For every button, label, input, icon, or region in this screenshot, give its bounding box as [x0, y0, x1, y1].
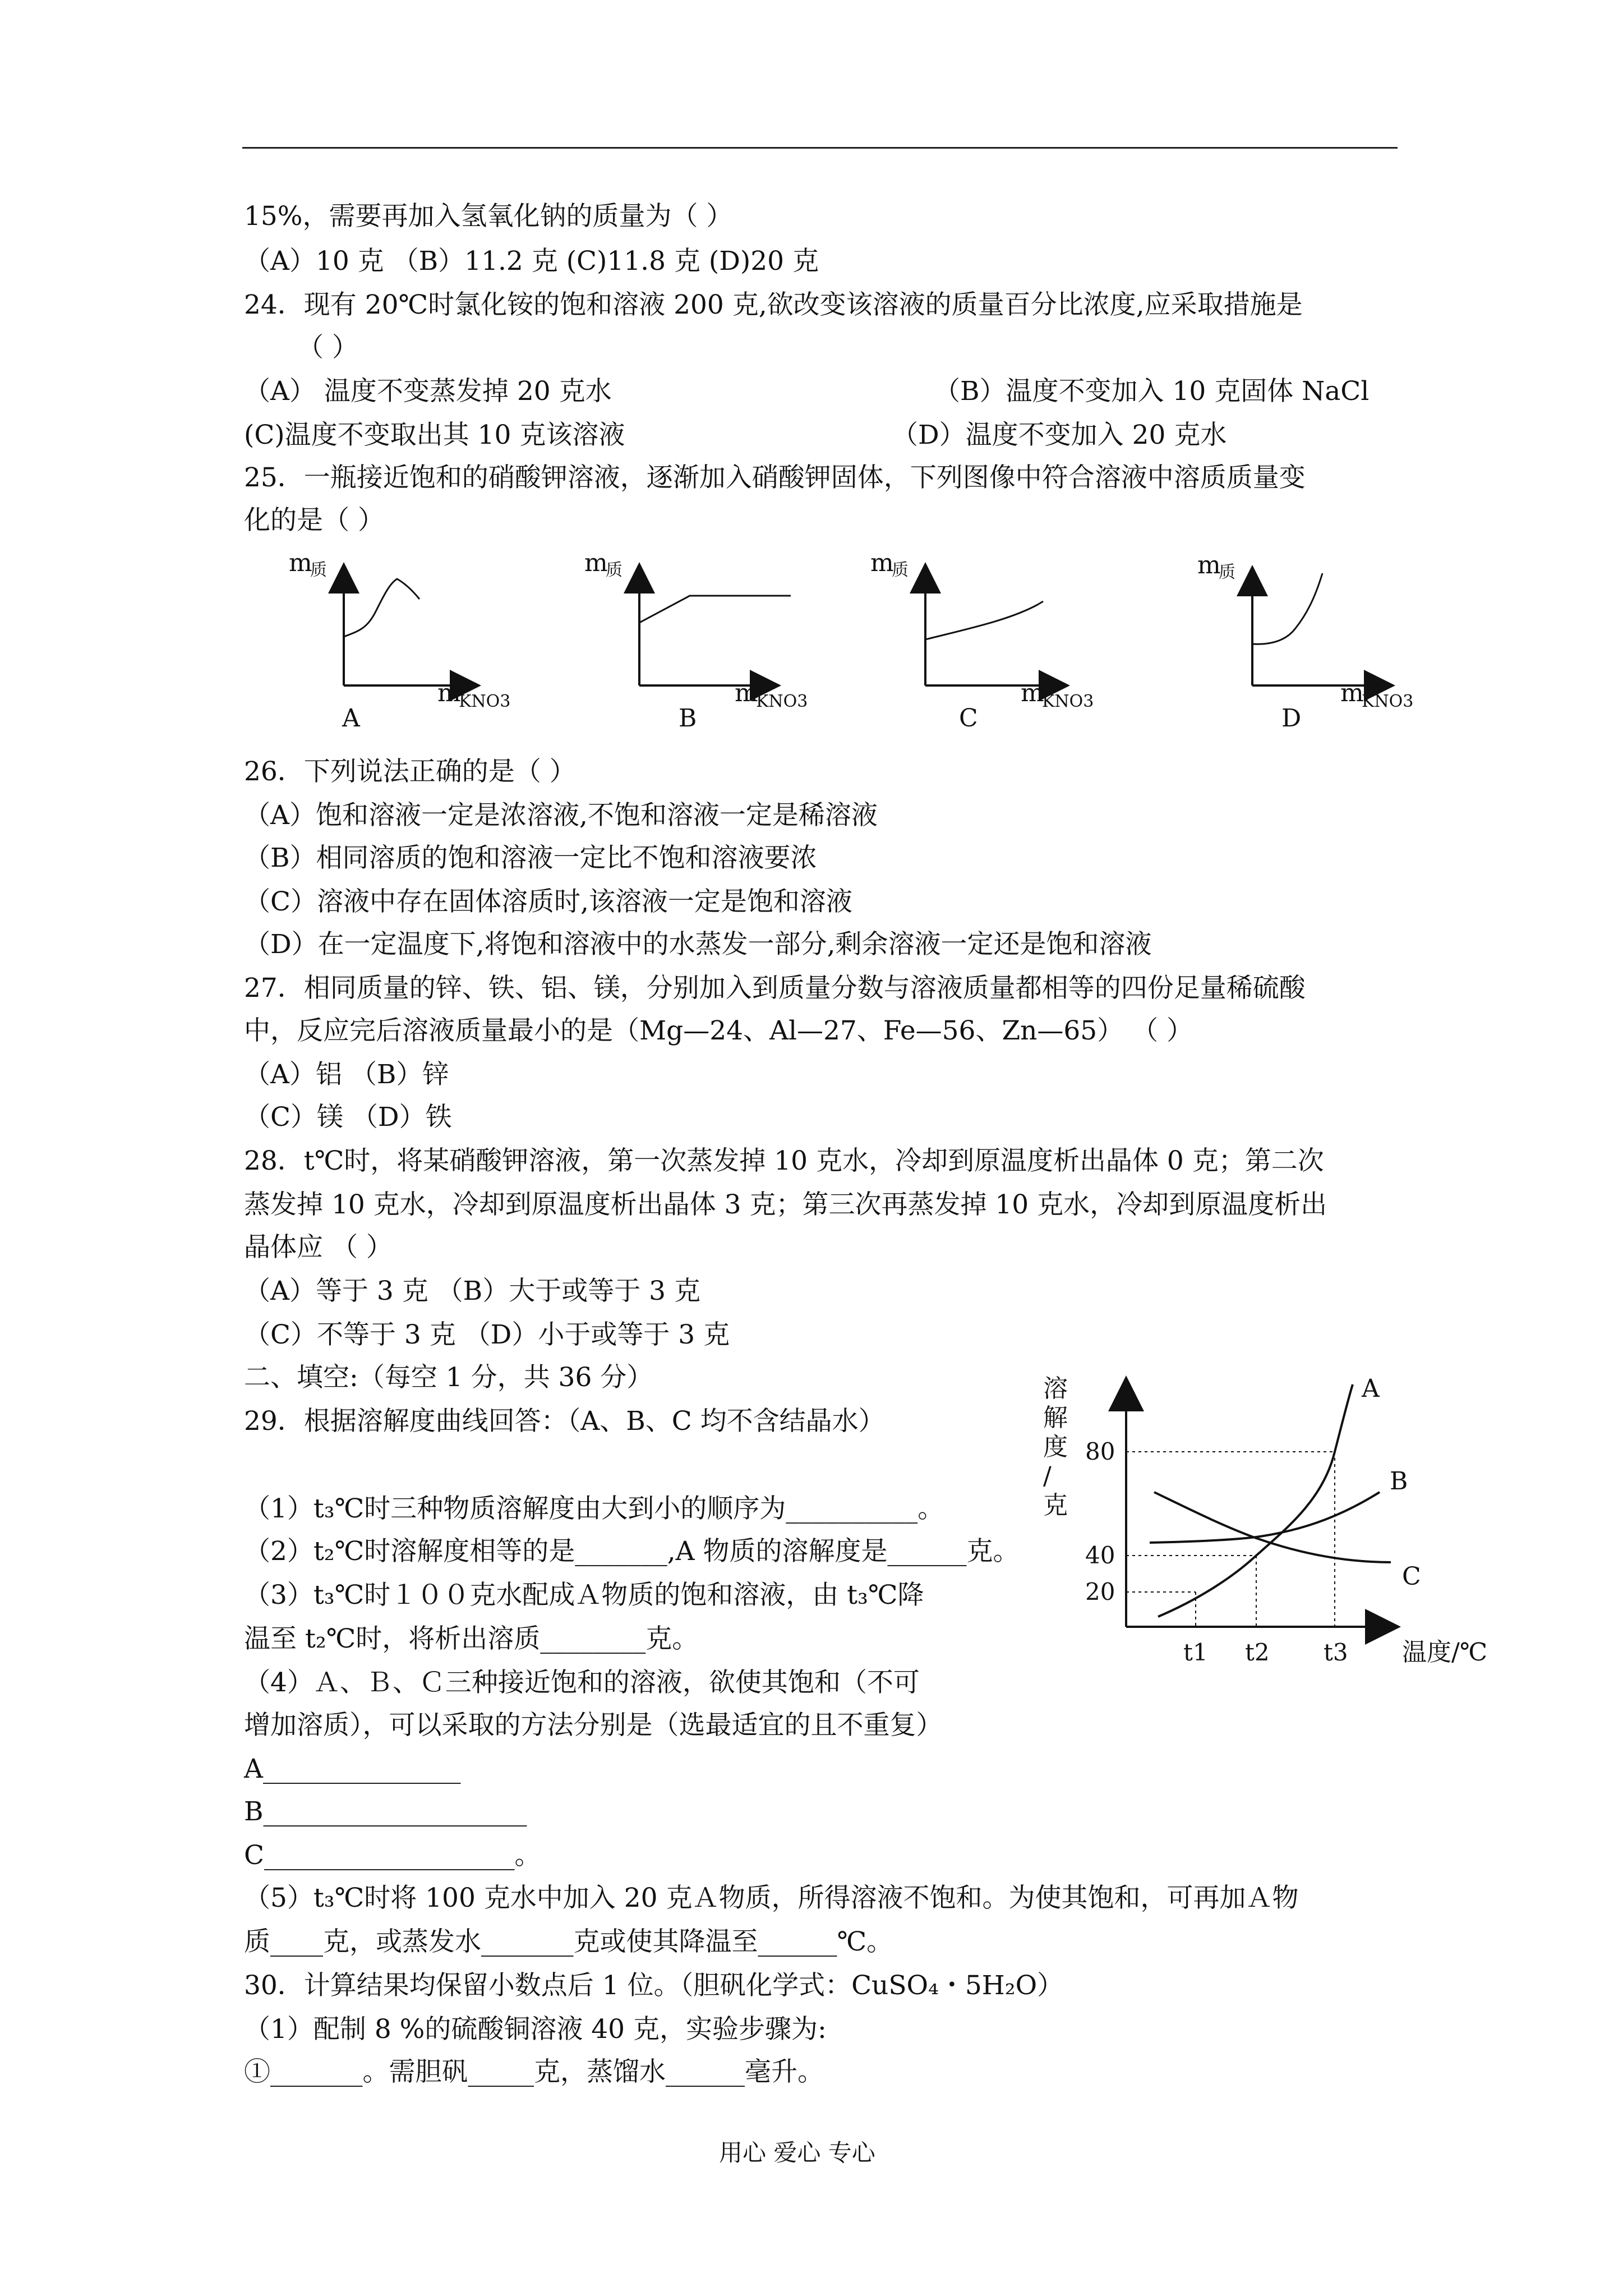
- y-sub: 质: [606, 560, 623, 580]
- q26-option-c: （C）溶液中存在固体溶质时,该溶液一定是饱和溶液: [244, 886, 852, 917]
- q24-option-c: (C)温度不变取出其 10 克该溶液: [244, 420, 625, 450]
- q29-part3-cont: 温至 t₂℃时，将析出溶质________克。: [244, 1623, 699, 1654]
- q25-graphs: [241, 539, 1419, 740]
- x-tick: t1: [1183, 1639, 1208, 1666]
- x-tick: t2: [1245, 1639, 1270, 1666]
- series-label-c: C: [1402, 1562, 1421, 1591]
- q26-option-b: （B）相同溶质的饱和溶液一定比不饱和溶液要浓: [244, 843, 817, 873]
- graph-label-c: C: [959, 704, 978, 733]
- q28-stem: 28．t℃时，将某硝酸钾溶液，第一次蒸发掉 10 克水，冷却到原温度析出晶体 0 克；第二次: [244, 1145, 1324, 1176]
- y-label: m: [584, 549, 608, 577]
- q30-part1: （1）配制 8 %的硫酸铜溶液 40 克，实验步骤为:: [244, 2014, 827, 2045]
- q30-stem: 30．计算结果均保留小数点后 1 位。（胆矾化学式：CuSO₄・5H₂O）: [244, 1970, 1064, 2001]
- x-sub: KNO3: [1042, 692, 1094, 711]
- graph-label-b: B: [679, 704, 697, 733]
- q24-stem: 24．现有 20℃时氯化铵的饱和溶液 200 克,欲改变该溶液的质量百分比浓度,应采取措施是: [244, 289, 1303, 320]
- graph-d: [1197, 551, 1413, 733]
- q23-options: （A）10 克 （B）11.2 克 (C)11.8 克 (D)20 克: [244, 246, 819, 277]
- q24-option-a: （A） 温度不变蒸发掉 20 克水: [244, 376, 612, 407]
- y-label: m: [1197, 551, 1221, 579]
- curve-c: [1154, 1492, 1391, 1562]
- x-axis-label: 温度/℃: [1402, 1638, 1488, 1667]
- y-tick: 20: [1085, 1578, 1115, 1605]
- x-label: m: [735, 679, 758, 707]
- text-line: 15%，需要再加入氢氧化钠的质量为（ ）: [244, 201, 733, 232]
- answer-line-c: C___________________。: [244, 1840, 541, 1871]
- graph-label-d: D: [1281, 704, 1302, 733]
- y-axis-label: 溶解度/克: [1043, 1374, 1068, 1520]
- footer: 用心 爱心 专心: [719, 2139, 875, 2166]
- y-label: m: [870, 549, 894, 577]
- q29-part5: （5）t₃℃时将 100 克水中加入 20 克Ａ物质，所得溶液不饱和。为使其饱和，可再加Ａ物: [244, 1883, 1299, 1913]
- y-sub: 质: [892, 560, 909, 580]
- q29-part3: （3）t₃℃时１００克水配成Ａ物质的饱和溶液，由 t₃℃降: [244, 1580, 924, 1611]
- graph-b: [584, 549, 808, 733]
- graph-a: [289, 549, 510, 733]
- q27-stem: 27．相同质量的锌、铁、铝、镁，分别加入到质量分数与溶液质量都相等的四份足量稀硫酸: [244, 973, 1306, 1004]
- x-sub: KNO3: [459, 692, 511, 711]
- q24-option-d: （D）温度不变加入 20 克水: [892, 420, 1227, 450]
- curve-a: [1158, 1384, 1353, 1617]
- q29-part4-cont: 增加溶质），可以采取的方法分别是（选最适宜的且不重复）: [244, 1710, 943, 1741]
- x-sub: KNO3: [756, 692, 808, 711]
- header-rule: [242, 147, 1398, 149]
- curve-b: [1150, 1492, 1380, 1543]
- x-tick: t3: [1324, 1639, 1348, 1666]
- q28-stem-cont: 蒸发掉 10 克水，冷却到原温度析出晶体 3 克；第三次再蒸发掉 10 克水，冷却到原温度析出: [244, 1189, 1327, 1220]
- answer-line-a: A_______________: [244, 1754, 461, 1784]
- q24-bracket: （ ）: [297, 332, 358, 363]
- x-sub: KNO3: [1362, 692, 1414, 711]
- q25-stem-cont: 化的是（ ）: [244, 505, 384, 536]
- q29-stem: 29．根据溶解度曲线回答：（A、B、C 均不含结晶水）: [244, 1406, 885, 1437]
- q28-options-ab: （A）等于 3 克 （B）大于或等于 3 克: [244, 1276, 700, 1306]
- x-label: m: [1021, 679, 1044, 707]
- q28-options-cd: （C）不等于 3 克 （D）小于或等于 3 克: [244, 1319, 730, 1350]
- q30-part1-steps: ①_______。需胆矾_____克，蒸馏水______毫升。: [244, 2056, 824, 2087]
- y-tick: 40: [1085, 1542, 1115, 1569]
- q24-option-b: （B）温度不变加入 10 克固体 NaCl: [934, 376, 1370, 407]
- series-label-b: B: [1390, 1467, 1408, 1496]
- y-tick: 80: [1085, 1438, 1115, 1465]
- y-sub: 质: [310, 560, 327, 580]
- x-label: m: [437, 679, 461, 707]
- y-sub: 质: [1219, 563, 1235, 582]
- series-label-a: A: [1362, 1374, 1380, 1403]
- q27-options-cd: （C）镁 （D）铁: [244, 1102, 452, 1133]
- y-label: m: [289, 549, 312, 577]
- q29-part1: （1）t₃℃时三种物质溶解度由大到小的顺序为__________。: [244, 1493, 944, 1524]
- graph-c: [870, 549, 1094, 733]
- graph-label-a: A: [342, 704, 360, 733]
- q26-option-a: （A）饱和溶液一定是浓溶液,不饱和溶液一定是稀溶液: [244, 800, 878, 831]
- q29-part2: （2）t₂℃时溶解度相等的是_______,A 物质的溶解度是______克。: [244, 1536, 1020, 1567]
- solubility-chart: [1032, 1369, 1525, 1683]
- q26-option-d: （D）在一定温度下,将饱和溶液中的水蒸发一部分,剩余溶液一定还是饱和溶液: [244, 929, 1152, 960]
- q26-stem: 26．下列说法正确的是（ ）: [244, 756, 576, 787]
- q27-stem-cont: 中，反应完后溶液质量最小的是（Mg—24、Al—27、Fe—56、Zn—65） （ ）: [244, 1015, 1193, 1046]
- answer-line-b: B____________________: [244, 1796, 527, 1827]
- section-heading: 二、填空:（每空 1 分，共 36 分）: [244, 1362, 653, 1393]
- q25-stem: 25．一瓶接近饱和的硝酸钾溶液，逐渐加入硝酸钾固体，下列图像中符合溶液中溶质质量变: [244, 462, 1306, 493]
- q29-part5-cont: 质____克，或蒸发水_______克或使其降温至______℃。: [244, 1926, 893, 1957]
- x-label: m: [1340, 679, 1364, 707]
- q27-options-ab: （A）铝 （B）锌: [244, 1059, 449, 1090]
- q29-part4: （4）Ａ、Ｂ、Ｃ三种接近饱和的溶液，欲使其饱和（不可: [244, 1667, 920, 1698]
- q28-stem-end: 晶体应 （ ）: [244, 1232, 393, 1263]
